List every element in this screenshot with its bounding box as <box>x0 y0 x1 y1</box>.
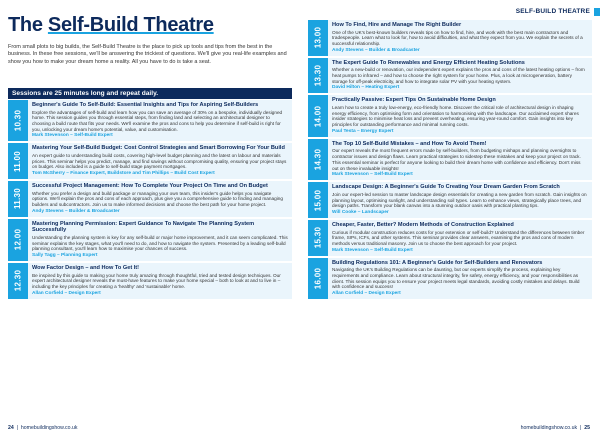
session-time-tab <box>308 58 328 94</box>
page-title <box>8 14 214 37</box>
session-time-tab <box>8 263 28 299</box>
session-card <box>8 143 292 179</box>
session-body <box>28 181 292 217</box>
page-number: 25 <box>584 425 590 431</box>
session-speaker: Will Cooke – Landscaper <box>332 209 389 215</box>
session-speaker: Mark Stevenson – Self-Build Expert <box>32 133 113 139</box>
session-title: Mastering Planning Permission: Expert Guidance To Navigate The Planning System Successfully <box>32 220 255 234</box>
session-card <box>8 181 292 217</box>
session-time-tab <box>8 143 28 179</box>
session-title: Successful Project Management: How To Complete Your Project On Time and On Budget <box>32 183 268 190</box>
session-speaker: Allan Corfield – Design Expert <box>32 290 101 296</box>
session-description: Our expert reveals the most frequent errors made by self-builders, from budgeting mishaps and planning oversights to contractor issues and design flaws. Learn practical strategies to sidestep these mistakes and keep your project on track. This essential seminar is perfect for anyone looking to build their dream home with confidence and efficiency. Don't miss out on these invaluable insights! <box>332 148 581 171</box>
session-body <box>328 258 592 299</box>
session-time-tab <box>308 220 328 256</box>
session-body <box>328 139 592 180</box>
site-link[interactable]: homebuildingshow.co.uk <box>520 425 578 431</box>
session-speaker: Andy Stevens – Builder & Broadcaster <box>332 47 420 53</box>
session-time-tab <box>308 20 328 56</box>
session-time: 14.30 <box>313 148 323 171</box>
session-time-tab <box>8 100 28 141</box>
session-speaker: David Hilton – Heating Expert <box>332 85 400 91</box>
session-time-tab <box>308 139 328 180</box>
session-time-tab <box>8 181 28 217</box>
session-card <box>308 95 592 136</box>
session-body <box>28 263 292 299</box>
session-title: Landscape Design: A Beginner's Guide To Creating Your Dream Garden From Scratch <box>332 184 560 191</box>
session-description: Whether a new-build or renovation, our independent expert explains the pros and cons of the latest heating options – from heat pumps to infrared – and how to choose the right system for your home. Plus, a look at microgeneration, battery storage for off-peak electricity, and how to integrate solar PV with your heating system. <box>332 67 585 84</box>
session-card <box>308 139 592 180</box>
session-time: 12.00 <box>13 229 23 251</box>
session-speaker: Allan Corfield – Design Expert <box>332 291 401 297</box>
session-time-tab <box>308 95 328 136</box>
session-time: 13.00 <box>313 27 323 49</box>
session-speaker: Tom McSherry – Finance Expert, Buildstore and Tim Phillips – Build Cost Expert <box>32 171 215 177</box>
session-time-tab <box>8 219 28 261</box>
session-body <box>328 182 592 218</box>
session-time: 15.30 <box>313 227 323 249</box>
session-card <box>8 100 292 141</box>
sessions-list-left <box>8 100 292 301</box>
section-header: SELF-BUILD THEATRE <box>515 8 590 15</box>
session-time: 10.30 <box>13 109 23 132</box>
site-link[interactable]: homebuildingshow.co.uk <box>20 425 78 431</box>
session-card <box>308 20 592 56</box>
session-description: Curious if modular construction reduces costs for your extension or self-build? Understand the differences between timber frame, SIPs, ICFs, and other systems. This seminar provides clear answers, examining the pros and cons of modern methods versus traditional masonry. Join us to choose the best approach for your project. <box>332 229 585 246</box>
session-speaker: Sally Tagg – Planning Expert <box>32 253 98 259</box>
session-speaker: Paul Testa – Energy Expert <box>332 128 394 134</box>
session-title: Mastering Your Self-Build Budget: Cost Control Strategies and Smart Borrowing For Your Build <box>32 145 285 152</box>
session-body <box>28 143 292 179</box>
session-time: 13.30 <box>313 64 323 87</box>
session-title: Practically Passive: Expert Tips On Sustainable Home Design <box>332 97 496 104</box>
section-header-accent <box>594 8 600 16</box>
intro-text: From small plots to big builds, the Self-Build Theatre is the place to pick up tools and tips from the best in the business. In these free sessions, we'll be answering the trickiest of questions. We'll give you real-life examples and show you how to make your dream home a reality. All you have to do is take a seat. <box>8 44 287 65</box>
title-underlined: Self-Build Theatre <box>47 14 214 36</box>
session-body <box>28 219 292 261</box>
page-number: 24 <box>8 425 14 431</box>
footer-left: 24 | homebuildingshow.co.uk <box>8 425 78 431</box>
session-body <box>328 95 592 136</box>
session-description: Navigating the UK's Building Regulations can be daunting, but our experts simplify the process, explaining key requirements and compliance. Learn about structural integrity, fire safety, energy efficiency, and your responsibilities as client. This session equips you to ensure your project meets legal standards, avoiding costly mistakes and delays. Build with confidence and success! <box>332 267 580 290</box>
session-title: Beginner's Guide To Self-Build: Essential Insights and Tips for Aspiring Self-Builders <box>32 102 259 108</box>
session-time-tab <box>308 182 328 218</box>
session-card <box>308 220 592 256</box>
session-title: The Top 10 Self-Build Mistakes – and How To Avoid Them! <box>332 140 487 147</box>
session-description: An expert guide to understanding build costs, covering high-level budget planning and the latest on labour and materials prices. This seminar helps you predict, manage, and find savings without compromising quality, ensuring your project stays on budget. Also included is a guide to self-build stage payment mortgages. <box>32 153 287 170</box>
session-time: 11.00 <box>13 150 23 172</box>
session-card <box>308 58 592 94</box>
session-card <box>308 258 592 299</box>
session-title: Wow Factor Design – and How To Get It! <box>32 265 140 272</box>
session-card <box>8 219 292 261</box>
session-time: 15.00 <box>313 189 323 211</box>
duration-banner: Sessions are 25 minutes long and repeat daily. <box>8 88 292 99</box>
session-time: 14.00 <box>313 105 323 127</box>
session-title: Cheaper, Faster, Better? Modern Methods of Construction Explained <box>332 221 514 228</box>
session-speaker: Mark Stevenson – Self-Build Expert <box>332 247 413 253</box>
session-description: Be inspired by this guide to making your home truly amazing through thoughtful, tried and tested design techniques. Our expert architectural designer reveals the must-have features to make your home special – both to look at and to live in – including the key principles for creating a 'healthy' and 'sustainable' home. <box>32 272 281 290</box>
session-description: Explore the advantages of self-build and learn how you can save an average of 30% on a bespoke, individually designed home. This session guides you through essential steps, from finding land and selecting an architectural designer to choosing a build route that fits your needs. We'll examine the pros and cons to help you determine if self-build is right for you, unlocking your dream home's potential, value, and customisation. <box>32 109 283 132</box>
session-body <box>328 220 592 256</box>
session-card <box>308 182 592 218</box>
session-time: 11.30 <box>13 188 23 210</box>
session-title: Building Regulations 101: A Beginner's Guide for Self-Builders and Renovators <box>332 259 543 266</box>
right-page <box>300 0 600 436</box>
session-body <box>28 100 292 141</box>
session-time: 16.00 <box>313 267 323 290</box>
session-title: How To Find, Hire and Manage The Right Builder <box>332 22 462 28</box>
session-title: The Expert Guide To Renewables and Energy Efficient Heating Solutions <box>332 59 525 66</box>
session-speaker: Mark Stevenson – Self-Build Expert <box>332 172 413 178</box>
session-time-tab <box>308 258 328 299</box>
session-time: 12.30 <box>13 270 23 292</box>
session-description: One of the UK's best-known builders reveals tips on how to find, hire, and work with the best main contractors and tradespeople. Learn what to look for, how to avoid difficulties, and what they expect from you. We explain the secrets of a successful relationship. <box>332 29 583 46</box>
title-prefix: The <box>8 14 48 36</box>
session-speaker: Andy Stevens – Builder & Broadcaster <box>32 208 120 214</box>
session-description: Learn how to create a truly low-energy, eco-friendly home. Discover the critical role of architectural design in shaping energy efficiency, from optimising form and orientation to harmonising with the landscape. Our acclaimed expert shares insider strategies to minimise heat loss and prevent overheating, ensuring year-round comfort. Gain insights into key principles for outstanding performance and minimal running costs. <box>332 105 579 128</box>
footer-right: homebuildingshow.co.uk | 25 <box>520 425 590 431</box>
session-body <box>328 58 592 94</box>
session-description: Whether you prefer a design and build package or managing your own team, this insider's guide helps you navigate options. We'll explain the pros and cons of each approach, plus give you a comprehensive guide to finding and managing builders and subcontractors. Join us to make informed decisions and choose the best path for your home project. <box>32 190 283 208</box>
session-description: Join our expert-led session to master landscape design essentials for creating a new garden from scratch. Gain insights on planning layout, optimising sunlight, and understanding soil types. Learn to enhance views, strategically place trees, and design paths. Transform your blank canvas into a stunning outdoor oasis with practical planting tips. <box>332 191 587 209</box>
session-card <box>8 263 292 299</box>
session-description: Understanding the planning system is key for any self-build or major home improvement, and it can seem complicated. This seminar explains the key stages, what you'll need to do, and how to navigate the system. Presented by a leading self-build planning consultant, you'll learn how to maximise your chances of success. <box>32 235 288 252</box>
sessions-list-right <box>308 20 592 301</box>
session-body <box>328 20 592 56</box>
